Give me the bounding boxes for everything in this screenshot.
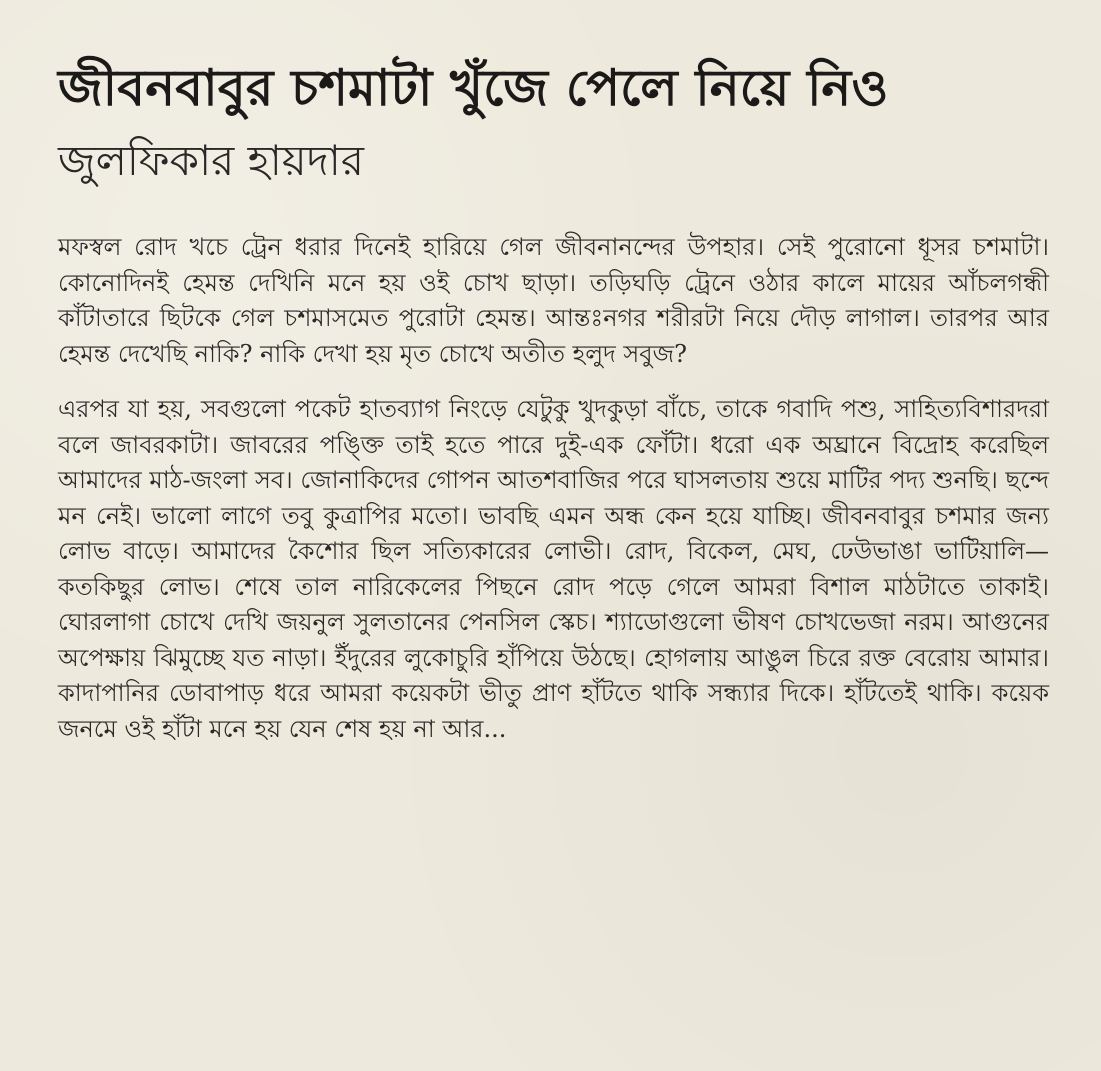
poem-title: জীবনবাবুর চশমাটা খুঁজে পেলে নিয়ে নিও <box>58 59 889 117</box>
poem-author: জুলফিকার হায়দার <box>58 136 364 185</box>
poem-paragraph-2: এরপর যা হয়, সবগুলো পকেট হাতব্যাগ নিংড়ে যেটুকু খুদকুড়া বাঁচে, তাকে গবাদি পশু, সাহিত্যবিশারদরা বলে জাবরকাটা। জাবরের পঙ্ক্তি তাই হতে পারে দুই-এক ফোঁটা। ধরো এক অঘ্রানে বিদ্রোহ করেছিল আমাদের মাঠ-জংলা সব। জোনাকিদের গোপন আতশবাজির পরে ঘাসলতায় শুয়ে মাটির পদ্য শুনছি। ছন্দে মন নেই। ভালো লাগে তবু কুত্রাপির মতো। ভাবছি এমন অন্ধ কেন হয়ে যাচ্ছি। জীবনবাবুর চশমার জন্য লোভ বাড়ে। আমাদের কৈশোর ছিল সত্যিকারের লোভী। রোদ, বিকেল, মেঘ, ঢেউভাঙা ভাটিয়ালি—কতকিছুর লোভ। শেষে তাল নারিকেলের পিছনে রোদ পড়ে গেলে আমরা বিশাল মাঠটাতে তাকাই। ঘোরলাগা চোখে দেখি জয়নুল সুলতানের পেনসিল স্কেচ। শ্যাডোগুলো ভীষণ চোখভেজা নরম। আগুনের অপেক্ষায় ঝিমুচ্ছে যত নাড়া। ইঁদুরের লুকোচুরি হাঁপিয়ে উঠছে। হোগলায় আঙুল চিরে রক্ত বেরোয় আমার। কাদাপানির ডোবাপাড় ধরে আমরা কয়েকটা ভীতু প্রাণ হাঁটতে থাকি সন্ধ্যার দিকে। হাঁটতেই থাকি। কয়েক জনমে ওই হাঁটা মনে হয় যেন শেষ হয় না আর... <box>58 395 1049 743</box>
poem-paragraph-1: মফস্বল রোদ খচে ট্রেন ধরার দিনেই হারিয়ে গেল জীবনানন্দের উপহার। সেই পুরোনো ধূসর চশমাটা। কোনোদিনই হেমন্ত দেখিনি মনে হয় ওই চোখ ছাড়া। তড়িঘড়ি ট্রেনে ওঠার কালে মায়ের আঁচলগন্ধী কাঁটাতারে ছিটকে গেল চশমাসমেত পুরোটা হেমন্ত। আন্তঃনগর শরীরটা নিয়ে দৌড় লাগাল। তারপর আর হেমন্ত দেখেছি নাকি? নাকি দেখা হয় মৃত চোখে অতীত হলুদ সবুজ? <box>58 233 1049 368</box>
poem-body <box>58 230 1049 747</box>
